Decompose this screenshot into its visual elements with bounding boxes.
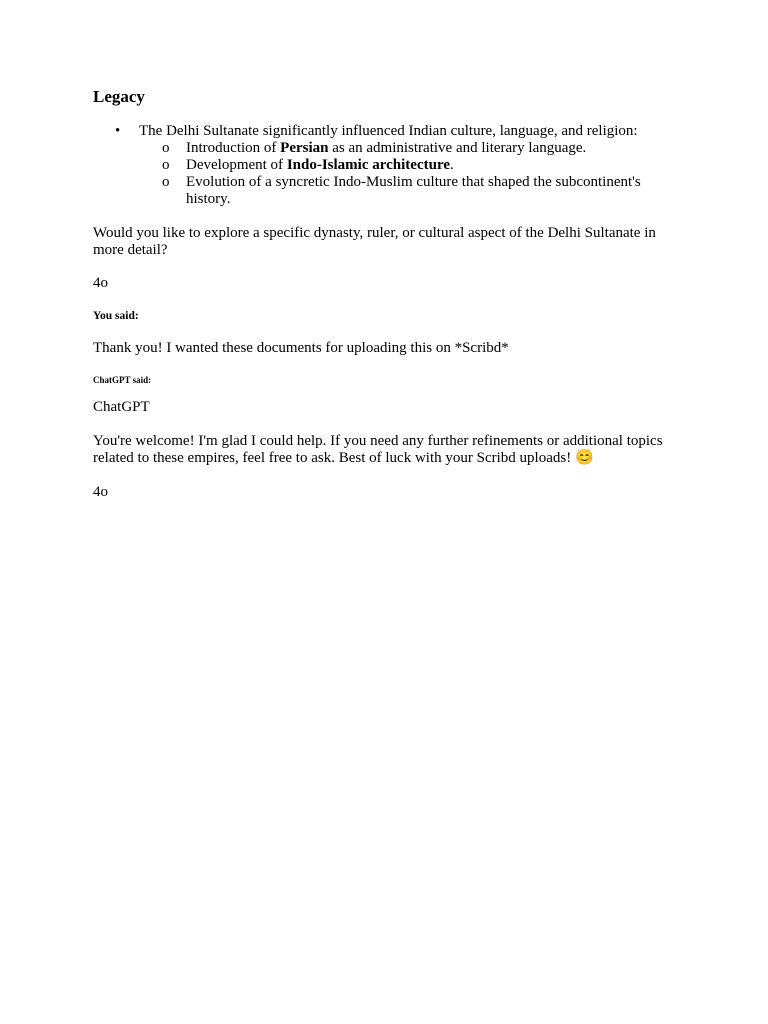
model-tag: 4o [93,275,108,291]
sub-bullet-marker: o [162,157,170,173]
sub-bullet-text-post: as an administrative and literary language. [328,140,587,156]
section-heading-legacy: Legacy [93,87,145,106]
user-message: Thank you! I wanted these documents for uploading this on *Scribd* [93,340,509,356]
sub-bullet-item [139,174,673,208]
sub-bullet-text-pre: Introduction of [186,140,281,156]
sub-bullet-list [139,140,673,208]
assistant-reply: You're welcome! I'm glad I could help. If you need any further refinements or additional topics related to these empires, feel free to ask. Best of luck with your Scribd uploads! 😊 [93,433,663,466]
sub-bullet-text-bold: Persian [280,140,329,156]
sub-bullet-text-post: . [450,157,454,173]
sub-bullet-item [139,140,673,157]
sub-bullet-marker: o [162,174,170,190]
bullet-text: The Delhi Sultanate significantly influenced Indian culture, language, and religion: [139,123,638,139]
sub-bullet-marker: o [162,140,170,156]
bullet-item [93,123,673,208]
model-tag: 4o [93,484,108,500]
sub-bullet-text-bold: Indo-Islamic architecture [286,157,450,173]
sub-bullet-text-pre: Evolution of a syncretic Indo-Muslim culture that shaped the subcontinent's history. [186,174,641,207]
you-said-label: You said: [93,310,139,322]
document-page [93,86,673,501]
chatgpt-name: ChatGPT [93,399,150,415]
chatgpt-said-label: ChatGPT said: [93,375,152,385]
follow-up-question: Would you like to explore a specific dynasty, ruler, or cultural aspect of the Delhi Sultanate in more detail? [93,225,656,258]
bullet-marker: • [115,123,121,139]
legacy-bullet-list [93,123,673,208]
sub-bullet-item [139,157,673,174]
sub-bullet-text-pre: Development of [186,157,287,173]
